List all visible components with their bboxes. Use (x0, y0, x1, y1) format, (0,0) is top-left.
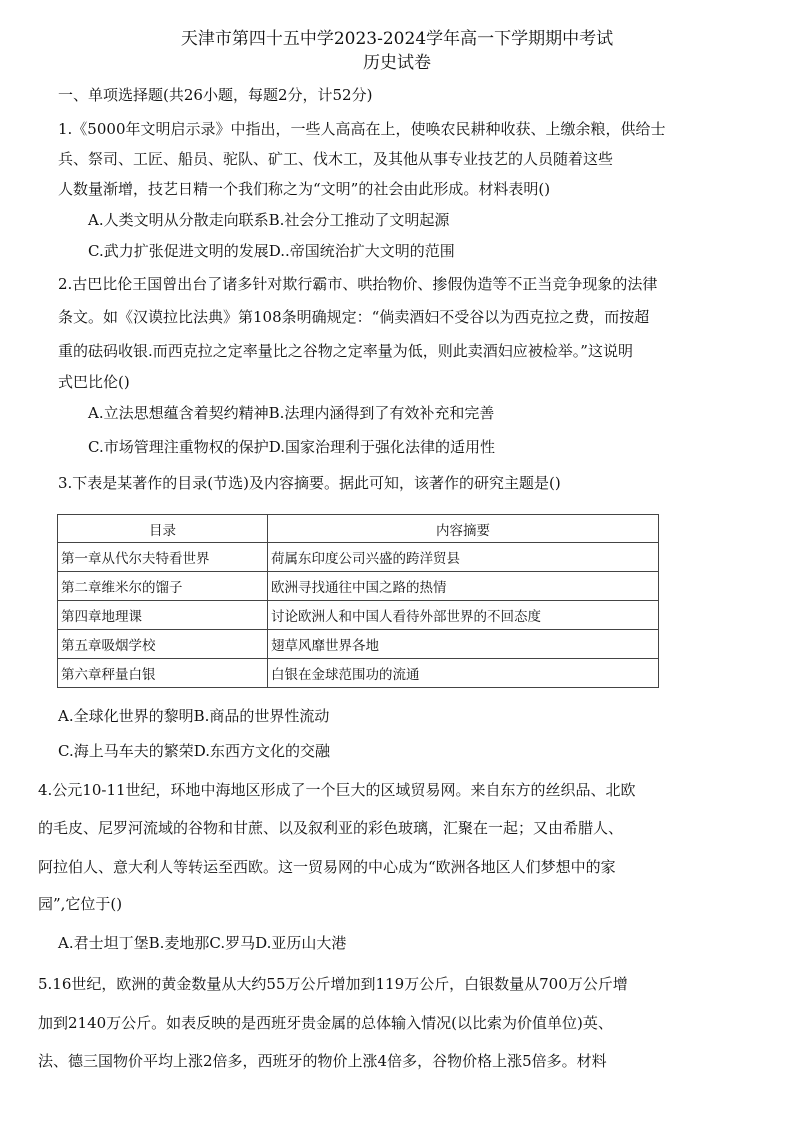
q2-stem-line-4: 式巴比伦() (58, 373, 130, 391)
table-row (58, 601, 659, 630)
table-cell-chapter: 第一章从代尔夫特看世界 (58, 543, 268, 572)
table-cell-summary: 翅草风靡世界各地 (268, 630, 659, 659)
table-cell-summary: 讨论欧洲人和中国人看待外部世界的不回态度 (268, 601, 659, 630)
q2-options-ab: A.立法思想蕴含着契约精神B.法理内涵得到了有效补充和完善 (88, 404, 495, 422)
q3-options-ab: A.全球化世界的黎明B.商品的世界性流动 (58, 707, 330, 725)
q2-stem-line-3: 重的砝码收银.而西克拉之定率量比之谷物之定率量为低，则此卖酒妇应被检举。”这说明 (58, 342, 633, 360)
table-header-contents: 目录 (58, 515, 268, 543)
q3-stem: 3.下表是某著作的目录(节选)及内容摘要。据此可知，该著作的研究主题是() (58, 474, 561, 492)
q4-stem-line-2: 的毛皮、尼罗河流域的谷物和甘蔗、以及叙利亚的彩色玻璃，汇聚在一起；又由希腊人、 (38, 819, 624, 837)
q1-stem-line-2: 兵、祭司、工匠、船员、驼队、矿工、伐木工，及其他从事专业技艺的人员随着这些 (58, 150, 614, 168)
q2-stem-line-1: 2.古巴比伦王国曾出台了诸多针对欺行霸市、哄抬物价、掺假伪造等不正当竞争现象的法律 (58, 275, 658, 293)
q4-stem-line-1: 4.公元10-11世纪，环地中海地区形成了一个巨大的区域贸易网。来自东方的丝织品、北欧 (38, 781, 636, 799)
table-row (58, 543, 659, 572)
q2-stem-line-2: 条文。如《汉谟拉比法典》第108条明确规定：“倘卖酒妇不受谷以为西克拉之费，而按超 (58, 308, 650, 326)
q1-options-ab: A.人类文明从分散走向联系B.社会分工推动了文明起源 (88, 211, 450, 229)
section-heading: 一、单项选择题(共26小题，每题2分，计52分) (58, 86, 373, 104)
exam-subject-title: 历史试卷 (363, 53, 431, 73)
exam-title: 天津市第四十五中学2023-2024学年高一下学期期中考试 (180, 29, 614, 49)
q1-stem-line-3: 人数量渐增，技艺日精一个我们称之为“文明”的社会由此形成。材料表明() (58, 180, 551, 198)
table-cell-chapter: 第六章秤量白银 (58, 659, 268, 688)
table-cell-summary: 白银在金球范围功的流通 (268, 659, 659, 688)
table-row (58, 659, 659, 688)
q1-stem-line-1: 1.《5000年文明启示录》中指出，一些人高高在上，使唤农民耕种收获、上缴余粮，供给士 (58, 120, 666, 138)
table-row (58, 572, 659, 601)
q1-options-cd: C.武力扩张促进文明的发展D..帝国统治扩大文明的范围 (88, 242, 455, 260)
table-header-row (58, 515, 659, 543)
table-cell-summary: 荷属东印度公司兴盛的跨洋贸县 (268, 543, 659, 572)
q4-stem-line-3: 阿拉伯人、意大利人等转运至西欧。这一贸易网的中心成为“欧洲各地区人们梦想中的家 (38, 858, 616, 876)
q4-stem-line-4: 园”,它位于() (38, 895, 123, 913)
table-row (58, 630, 659, 659)
q3-options-cd: C.海上马车夫的繁荣D.东西方文化的交融 (58, 742, 330, 760)
table-cell-chapter: 第二章维米尔的馏子 (58, 572, 268, 601)
table-cell-summary: 欧洲寻找通往中国之路的热情 (268, 572, 659, 601)
q2-options-cd: C.市场管理注重物权的保护D.国家治理利于强化法律的适用性 (88, 438, 495, 456)
q5-stem-line-2: 加到2140万公斤。如表反映的是西班牙贵金属的总体输入情况(以比索为价值单位)英、 (38, 1014, 613, 1032)
q4-options: A.君士坦丁堡B.麦地那C.罗马D.亚历山大港 (58, 934, 347, 952)
q5-stem-line-3: 法、德三国物价平均上涨2倍多，西班牙的物价上涨4倍多，谷物价格上涨5倍多。材料 (38, 1052, 607, 1070)
table-header-summary: 内容摘要 (268, 515, 659, 543)
table-cell-chapter: 第四章地理课 (58, 601, 268, 630)
q5-stem-line-1: 5.16世纪，欧洲的黄金数量从大约55万公斤增加到119万公斤，白银数量从700万公斤增 (38, 975, 628, 993)
q3-contents-table (57, 514, 659, 688)
table-cell-chapter: 第五章吸烟学校 (58, 630, 268, 659)
